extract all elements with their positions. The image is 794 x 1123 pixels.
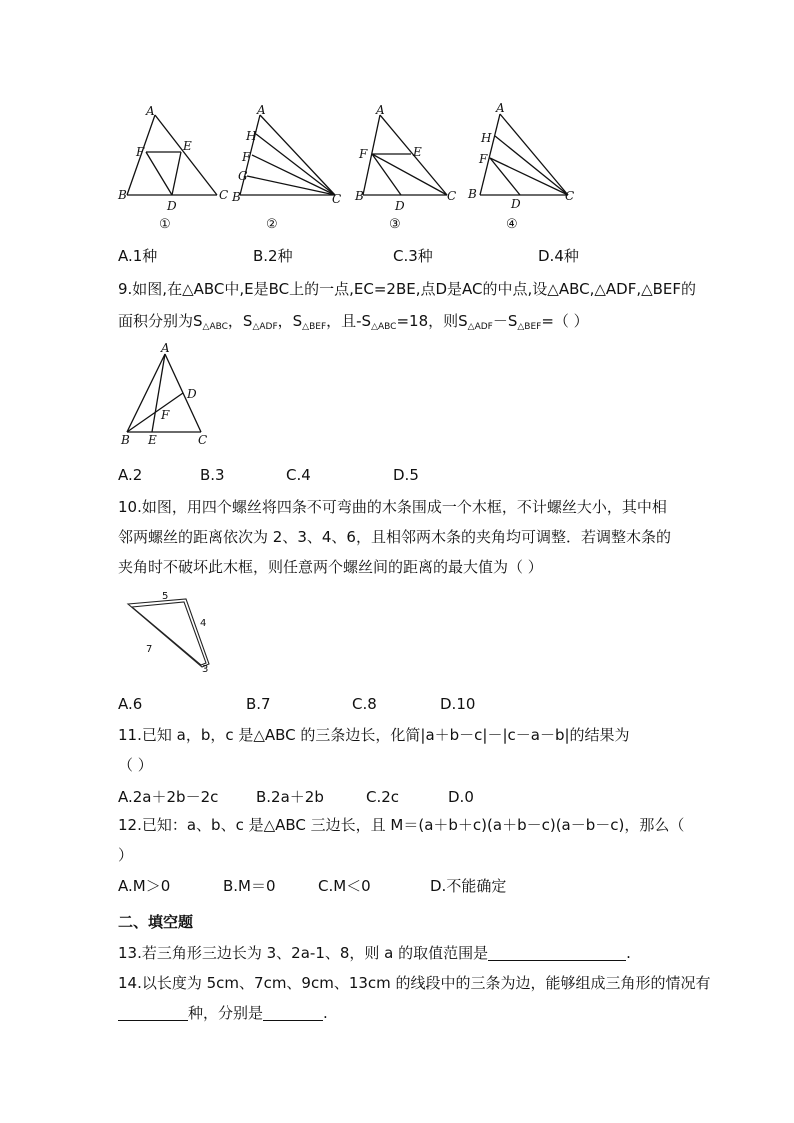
q10-option-c[interactable]: C.8	[352, 695, 377, 713]
q9-line-1: 9.如图,在△ABC中,E是BC上的一点,EC=2BE,点D是AC的中点,设△ABC,△ADF,△BEF的	[118, 280, 697, 298]
q10-line-3: 夹角时不破坏此木框，则任意两个螺丝间的距离的最大值为（ ）	[118, 558, 543, 576]
q9-text: ，且-S	[326, 312, 372, 330]
label-H: H	[246, 129, 257, 143]
q11-option-d[interactable]: D.0	[448, 788, 474, 806]
q13-answer-blank[interactable]	[488, 946, 626, 961]
q11-option-c[interactable]: C.2c	[366, 788, 400, 806]
label-B: B	[355, 189, 364, 203]
q11-option-a[interactable]: A.2a＋2b－2c	[118, 788, 219, 806]
q14-end: .	[323, 1004, 328, 1022]
q9-figure	[115, 340, 220, 450]
q9-sub-adf: △ADF	[467, 322, 493, 332]
label-F: F	[242, 150, 251, 164]
label-F: F	[136, 145, 145, 159]
q12-option-c[interactable]: C.M＜0	[318, 877, 371, 895]
label-E: E	[413, 145, 422, 159]
q10-wooden-frame-figure	[120, 590, 220, 680]
section-title-fill-in: 二、填空题	[118, 913, 194, 931]
label-B: B	[232, 190, 241, 204]
label-D: D	[395, 199, 405, 213]
q8-figure-2	[232, 100, 347, 235]
label-E: E	[148, 433, 157, 447]
q8-option-d[interactable]: D.4种	[538, 247, 579, 265]
label-G: G	[238, 169, 248, 183]
q8-figure-4	[468, 100, 583, 235]
q14-line-1: 14.以长度为 5cm、7cm、9cm、13cm 的线段中的三条为边，能够组成三角形的情况有	[118, 974, 711, 992]
caption-3: ③	[389, 217, 401, 232]
q14-line-2	[118, 1003, 328, 1023]
q14-list-blank[interactable]	[263, 1006, 323, 1021]
q10-line-1: 10.如图，用四个螺丝将四条不可弯曲的木条围成一个木框，不计螺丝大小，其中相	[118, 498, 667, 516]
q12-option-a[interactable]: A.M＞0	[118, 877, 171, 895]
q9-sub-bef: △BEF	[517, 322, 542, 332]
q10-option-b[interactable]: B.7	[246, 695, 271, 713]
label-H: H	[481, 131, 492, 145]
q9-option-a[interactable]: A.2	[118, 466, 143, 484]
label-A: A	[146, 104, 155, 118]
q11-line-2: （ ）	[118, 756, 153, 774]
label-F: F	[161, 408, 170, 422]
q9-option-c[interactable]: C.4	[286, 466, 311, 484]
q10-option-d[interactable]: D.10	[440, 695, 476, 713]
label-D: D	[187, 387, 197, 401]
label-B: B	[118, 188, 127, 202]
frame-label-4: 4	[200, 618, 207, 629]
q14-mid: 种，分别是	[188, 1004, 264, 1022]
q12-option-d[interactable]: D.不能确定	[430, 877, 507, 895]
label-C: C	[219, 188, 229, 202]
q9-text: －S	[492, 312, 518, 330]
frame-label-7: 7	[146, 644, 153, 655]
caption-4: ④	[506, 217, 518, 232]
q12-option-b[interactable]: B.M＝0	[223, 877, 276, 895]
label-D: D	[511, 197, 521, 211]
frame-label-5: 5	[162, 591, 169, 602]
q9-line-2	[118, 311, 589, 337]
label-A: A	[161, 341, 170, 355]
q8-option-a[interactable]: A.1种	[118, 247, 158, 265]
q13-text: 13.若三角形三边长为 3、2a-1、8，则 a 的取值范围是	[118, 944, 489, 962]
caption-2: ②	[266, 217, 278, 232]
q8-figure-1	[115, 100, 229, 235]
q8-options	[118, 246, 718, 266]
frame-label-3: 3	[202, 664, 209, 675]
q9-sub-bef: △BEF	[302, 322, 327, 332]
q10-options	[118, 694, 568, 714]
q9-text: =（ ）	[541, 312, 589, 330]
label-D: D	[167, 199, 177, 213]
q13-line	[118, 943, 631, 963]
q13-end: .	[626, 944, 631, 962]
label-A: A	[257, 103, 266, 117]
q9-sub-adf: △ADF	[252, 322, 278, 332]
q9-text: ，S	[227, 312, 253, 330]
q11-line-1: 11.已知 a，b，c 是△ABC 的三条边长，化简|a＋b－c|－|c－a－b|的结果为	[118, 726, 630, 744]
label-F: F	[479, 152, 488, 166]
q9-options	[118, 465, 518, 485]
label-C: C	[198, 433, 208, 447]
q9-option-d[interactable]: D.5	[393, 466, 419, 484]
label-C: C	[565, 189, 575, 203]
q11-option-b[interactable]: B.2a＋2b	[256, 788, 324, 806]
q12-line-1: 12.已知：a、b、c 是△ABC 三边长，且 M＝(a＋b＋c)(a＋b－c)(a－b－c)，那么（	[118, 816, 685, 834]
q8-option-b[interactable]: B.2种	[253, 247, 293, 265]
q12-line-2: ）	[118, 846, 134, 864]
q9-text: 面积分别为S	[118, 312, 203, 330]
q9-sub-abc: △ABC	[202, 322, 228, 332]
q10-line-2: 邻两螺丝的距离依次为 2、3、4、6，且相邻两木条的夹角均可调整．若调整木条的	[118, 528, 671, 546]
q8-figure-3	[355, 100, 465, 235]
label-B: B	[121, 433, 130, 447]
label-A: A	[496, 101, 505, 115]
label-A: A	[376, 103, 385, 117]
q9-text: =18，则S	[396, 312, 468, 330]
label-F: F	[359, 147, 368, 161]
q10-option-a[interactable]: A.6	[118, 695, 143, 713]
q9-sub-abc: △ABC	[371, 322, 397, 332]
label-C: C	[332, 192, 342, 206]
label-E: E	[183, 139, 192, 153]
q8-option-c[interactable]: C.3种	[393, 247, 433, 265]
label-C: C	[447, 189, 457, 203]
caption-1: ①	[159, 217, 171, 232]
q12-options	[118, 876, 618, 896]
label-B: B	[468, 187, 477, 201]
q11-options	[118, 787, 568, 807]
q14-count-blank[interactable]	[118, 1006, 188, 1021]
q9-option-b[interactable]: B.3	[200, 466, 225, 484]
q9-text: ，S	[277, 312, 303, 330]
